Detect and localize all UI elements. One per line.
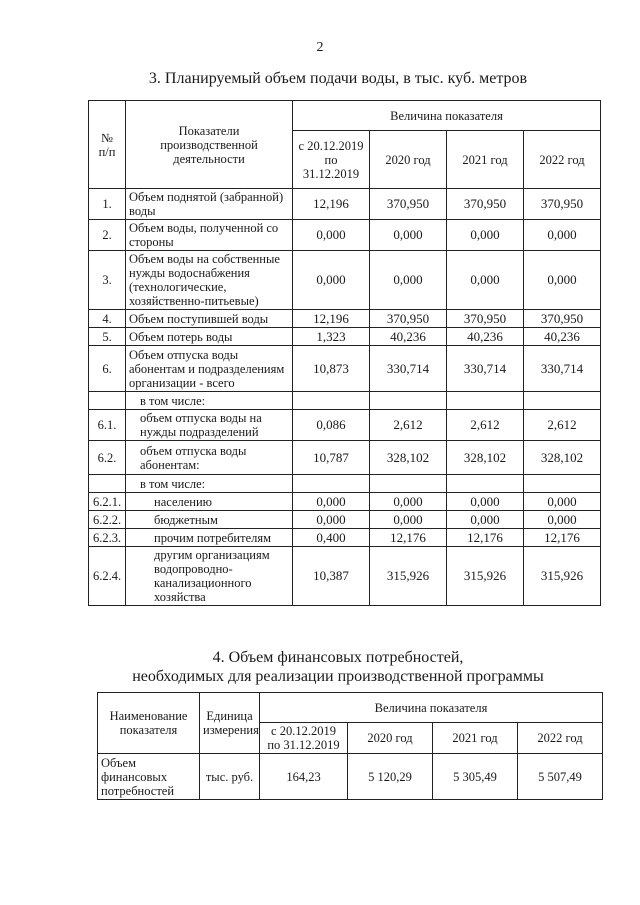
row-value: 0,000 — [524, 220, 601, 251]
row-value — [447, 392, 524, 410]
row-indicator: прочим потребителям — [126, 529, 293, 547]
fin-row-value: 5 305,49 — [433, 754, 518, 800]
row-indicator: Объем поднятой (забранной) воды — [126, 189, 293, 220]
table-row — [89, 493, 601, 511]
row-value: 1,323 — [293, 328, 370, 346]
row-value: 0,000 — [447, 493, 524, 511]
water-supply-table — [88, 100, 601, 606]
row-value — [370, 475, 447, 493]
row-value — [447, 475, 524, 493]
row-value: 315,926 — [524, 547, 601, 606]
row-value: 12,176 — [524, 529, 601, 547]
row-value — [524, 392, 601, 410]
page-number: 2 — [316, 40, 324, 55]
header-period: 2021 год — [447, 131, 524, 189]
row-value: 0,000 — [370, 220, 447, 251]
row-value: 0,000 — [370, 493, 447, 511]
row-value: 0,000 — [524, 493, 601, 511]
financial-needs-table — [97, 692, 603, 800]
section4-title-line1: 4. Объем финансовых потребностей, — [212, 649, 464, 666]
row-indicator: бюджетным — [126, 511, 293, 529]
row-value — [293, 392, 370, 410]
row-value: 0,000 — [447, 511, 524, 529]
fin-header-value-group: Величина показателя — [260, 693, 603, 723]
section4-title — [0, 648, 640, 686]
row-number: 6.2.1. — [89, 493, 126, 511]
header-value-group: Величина показателя — [293, 101, 601, 131]
row-value: 370,950 — [370, 189, 447, 220]
fin-header-unit: Единица измерения — [200, 693, 260, 754]
row-value: 12,176 — [447, 529, 524, 547]
header-period: 2022 год — [524, 131, 601, 189]
row-number: 4. — [89, 310, 126, 328]
row-value: 10,387 — [293, 547, 370, 606]
row-value: 330,714 — [370, 346, 447, 392]
row-value: 370,950 — [447, 189, 524, 220]
row-number — [89, 475, 126, 493]
fin-row-unit: тыс. руб. — [200, 754, 260, 800]
row-value — [524, 475, 601, 493]
table-row — [98, 754, 603, 800]
fin-row-indicator: Объем финансовых потребностей — [98, 754, 200, 800]
fin-header-period: 2021 год — [433, 723, 518, 754]
row-value: 370,950 — [524, 189, 601, 220]
row-number: 6.2.4. — [89, 547, 126, 606]
table-row — [89, 511, 601, 529]
table-row — [89, 220, 601, 251]
row-value: 330,714 — [447, 346, 524, 392]
row-number: 1. — [89, 189, 126, 220]
table-row — [89, 346, 601, 392]
row-value: 330,714 — [524, 346, 601, 392]
row-value: 0,000 — [447, 251, 524, 310]
row-number — [89, 392, 126, 410]
row-value: 2,612 — [524, 410, 601, 441]
row-number: 5. — [89, 328, 126, 346]
table-row — [89, 441, 601, 475]
row-indicator: другим организациям водопроводно-канализационного хозяйства — [126, 547, 293, 606]
row-number: 2. — [89, 220, 126, 251]
table-row — [89, 310, 601, 328]
row-value: 2,612 — [447, 410, 524, 441]
row-value: 0,000 — [293, 511, 370, 529]
row-value: 370,950 — [524, 310, 601, 328]
row-value: 328,102 — [524, 441, 601, 475]
row-value: 0,000 — [370, 511, 447, 529]
row-indicator: объем отпуска воды на нужды подразделений — [126, 410, 293, 441]
table-row — [89, 328, 601, 346]
table-row — [89, 410, 601, 441]
header-period: с 20.12.2019 по 31.12.2019 — [293, 131, 370, 189]
fin-row-value: 164,23 — [260, 754, 348, 800]
row-value: 40,236 — [370, 328, 447, 346]
row-value: 10,787 — [293, 441, 370, 475]
row-value: 0,000 — [293, 220, 370, 251]
row-number: 6. — [89, 346, 126, 392]
row-value: 370,950 — [370, 310, 447, 328]
row-indicator: Объем поступившей воды — [126, 310, 293, 328]
fin-header-period: 2020 год — [348, 723, 433, 754]
table-row — [89, 251, 601, 310]
row-number: 6.2.3. — [89, 529, 126, 547]
fin-row-value: 5 507,49 — [518, 754, 603, 800]
row-indicator: в том числе: — [126, 392, 293, 410]
row-value: 315,926 — [447, 547, 524, 606]
row-value: 2,612 — [370, 410, 447, 441]
table-row — [89, 189, 601, 220]
row-indicator: в том числе: — [126, 475, 293, 493]
section4-title-line2: необходимых для реализации производственной программы — [132, 668, 544, 685]
row-value: 0,086 — [293, 410, 370, 441]
row-value: 12,176 — [370, 529, 447, 547]
row-value: 370,950 — [447, 310, 524, 328]
row-value: 328,102 — [370, 441, 447, 475]
fin-header-indicator: Наименование показателя — [98, 693, 200, 754]
row-value: 0,000 — [447, 220, 524, 251]
row-number: 3. — [89, 251, 126, 310]
header-indicator: Показатели производственной деятельности — [126, 101, 293, 189]
section3-title: 3. Планируемый объем подачи воды, в тыс. куб. метров — [148, 70, 528, 87]
row-value: 0,400 — [293, 529, 370, 547]
row-value: 0,000 — [524, 251, 601, 310]
header-num: № п/п — [89, 101, 126, 189]
table-row — [89, 529, 601, 547]
row-value — [370, 392, 447, 410]
row-value: 0,000 — [293, 493, 370, 511]
header-period: 2020 год — [370, 131, 447, 189]
row-indicator: Объем воды на собственные нужды водоснабжения (технологические, хозяйственно-питьевые) — [126, 251, 293, 310]
table-row — [89, 475, 601, 493]
fin-row-value: 5 120,29 — [348, 754, 433, 800]
row-number: 6.1. — [89, 410, 126, 441]
fin-header-period: с 20.12.2019 по 31.12.2019 — [260, 723, 348, 754]
table-row — [89, 392, 601, 410]
table-row — [89, 547, 601, 606]
row-value: 0,000 — [524, 511, 601, 529]
row-value: 0,000 — [370, 251, 447, 310]
row-number: 6.2.2. — [89, 511, 126, 529]
row-value: 40,236 — [447, 328, 524, 346]
row-value: 40,236 — [524, 328, 601, 346]
row-value: 328,102 — [447, 441, 524, 475]
row-value: 10,873 — [293, 346, 370, 392]
row-indicator: объем отпуска воды абонентам: — [126, 441, 293, 475]
row-value: 12,196 — [293, 310, 370, 328]
row-indicator: Объем отпуска воды абонентам и подразделениям организации - всего — [126, 346, 293, 392]
fin-header-period: 2022 год — [518, 723, 603, 754]
row-value: 12,196 — [293, 189, 370, 220]
row-value — [293, 475, 370, 493]
row-indicator: населению — [126, 493, 293, 511]
row-value: 0,000 — [293, 251, 370, 310]
row-value: 315,926 — [370, 547, 447, 606]
row-indicator: Объем воды, полученной со стороны — [126, 220, 293, 251]
row-indicator: Объем потерь воды — [126, 328, 293, 346]
row-number: 6.2. — [89, 441, 126, 475]
